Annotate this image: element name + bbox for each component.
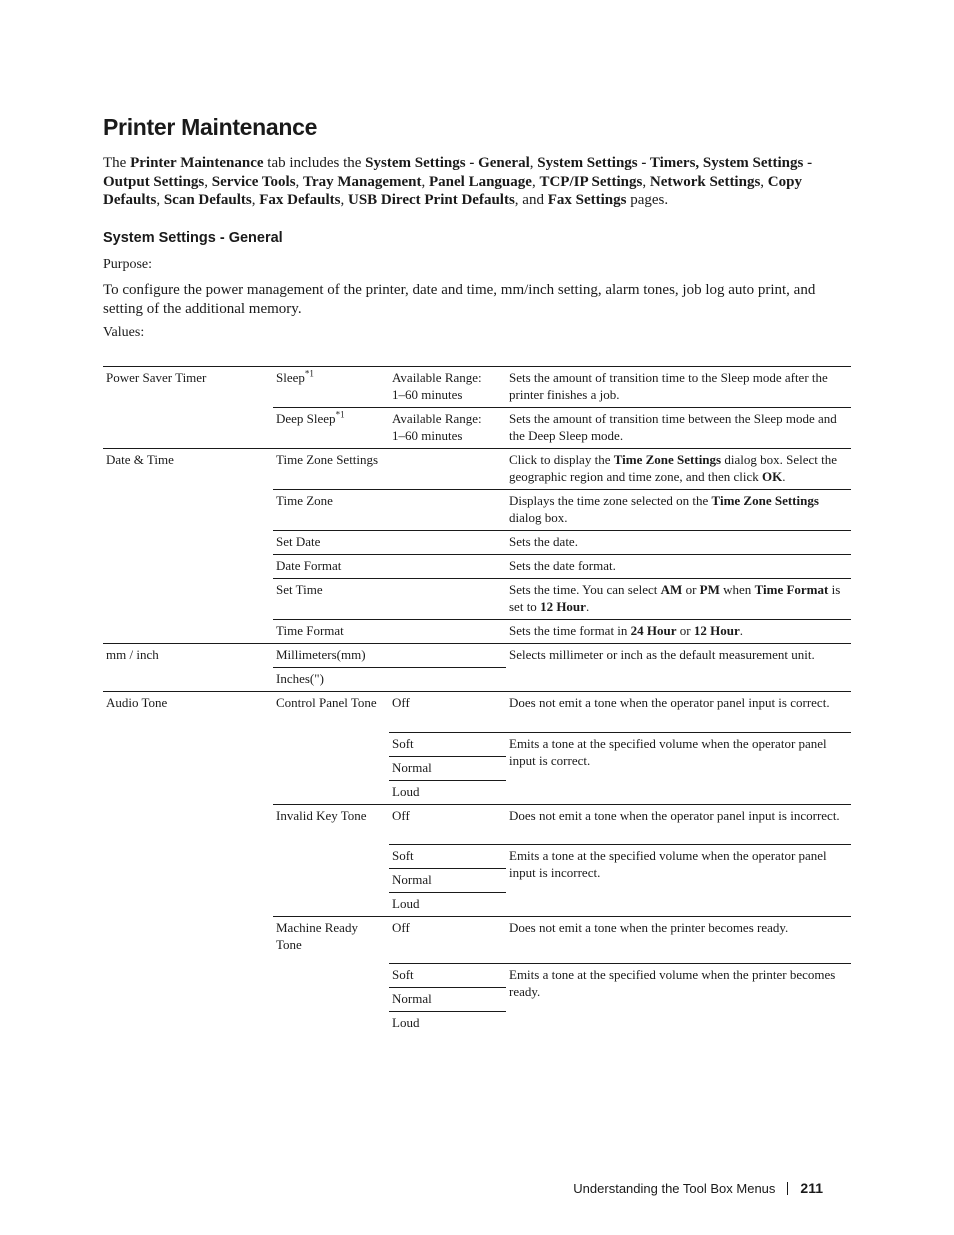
setting-description: Does not emit a tone when the operator panel input is incorrect. bbox=[506, 805, 851, 845]
setting-value: Loud bbox=[389, 893, 506, 917]
intro-term: System Settings - Timers, System Settings - Output Settings bbox=[103, 155, 813, 190]
intro-paragraph bbox=[103, 154, 851, 210]
intro-text: , bbox=[204, 173, 212, 190]
page-title: Printer Maintenance bbox=[103, 114, 318, 140]
setting-description bbox=[506, 449, 851, 490]
setting-value: Normal bbox=[389, 757, 506, 781]
setting-name bbox=[273, 367, 389, 408]
footnote-mark: *1 bbox=[304, 368, 314, 379]
setting-range bbox=[389, 367, 506, 408]
setting-value: Soft bbox=[389, 733, 506, 757]
desc-text: . bbox=[782, 469, 786, 484]
setting-name: Control Panel Tone bbox=[273, 692, 389, 805]
intro-term: System Settings - General bbox=[365, 155, 530, 171]
setting-description: Selects millimeter or inch as the default measurement unit. bbox=[506, 644, 851, 692]
intro-term: Copy Defaults bbox=[103, 173, 802, 208]
settings-table bbox=[103, 366, 851, 1035]
desc-text: or bbox=[676, 623, 694, 638]
purpose-text: To configure the power management of the printer, date and time, mm/inch setting, alarm tones, job log auto print, and setting of the additional memory. bbox=[103, 282, 816, 317]
setting-description: Emits a tone at the specified volume when the operator panel input is incorrect. bbox=[506, 845, 851, 917]
setting-name bbox=[273, 408, 389, 449]
desc-text: when bbox=[719, 582, 755, 597]
intro-text: , and bbox=[514, 192, 548, 208]
setting-description: Sets the amount of transition time to the Sleep mode after the printer finishes a job. bbox=[506, 367, 851, 408]
intro-text: , bbox=[340, 192, 348, 208]
desc-term: 12 Hour bbox=[540, 599, 586, 614]
table-row bbox=[103, 449, 851, 490]
desc-text: Displays the time zone selected on the bbox=[509, 493, 712, 508]
desc-term: 12 Hour bbox=[693, 623, 740, 638]
setting-name: Date Format bbox=[273, 555, 389, 579]
footer-section-title: Understanding the Tool Box Menus bbox=[573, 1180, 776, 1196]
setting-name: Set Date bbox=[273, 531, 389, 555]
setting-value bbox=[389, 449, 506, 490]
intro-text: pages. bbox=[626, 192, 669, 208]
setting-name: Invalid Key Tone bbox=[273, 805, 389, 917]
values-label: Values: bbox=[103, 325, 145, 340]
desc-text: dialog box. Select the geographic region and time zone, and then click bbox=[509, 452, 837, 484]
setting-name: Time Zone Settings bbox=[273, 449, 389, 490]
setting-description: Emits a tone at the specified volume when the printer becomes ready. bbox=[506, 964, 851, 1036]
row-heading: Audio Tone bbox=[103, 692, 273, 1036]
range-value: 1–60 minutes bbox=[392, 387, 463, 402]
setting-value: Off bbox=[389, 692, 506, 733]
intro-term: Fax Defaults bbox=[259, 192, 341, 208]
setting-value: Soft bbox=[389, 964, 506, 988]
range-label: Available Range: bbox=[392, 411, 482, 426]
desc-term: Time Zone Settings bbox=[711, 493, 819, 508]
setting-value bbox=[389, 579, 506, 620]
setting-value: Normal bbox=[389, 988, 506, 1012]
desc-text: . bbox=[739, 623, 744, 638]
desc-term: PM bbox=[699, 582, 720, 597]
range-value: 1–60 minutes bbox=[392, 428, 463, 443]
setting-name: Millimeters(mm) bbox=[273, 644, 506, 668]
desc-text: . bbox=[585, 599, 590, 614]
setting-name: Machine Ready Tone bbox=[273, 917, 389, 1036]
setting-label: Sleep bbox=[276, 370, 305, 385]
intro-term: Panel Language bbox=[429, 173, 532, 190]
setting-value bbox=[389, 490, 506, 531]
intro-text: , bbox=[295, 173, 304, 190]
intro-text: , bbox=[421, 173, 429, 190]
intro-text: , bbox=[642, 173, 650, 190]
setting-value: Loud bbox=[389, 1012, 506, 1036]
desc-text: Sets the time format in bbox=[509, 623, 631, 638]
range-label: Available Range: bbox=[392, 370, 482, 385]
setting-value bbox=[389, 555, 506, 579]
intro-term: USB Direct Print Defaults bbox=[348, 192, 515, 208]
desc-term: AM bbox=[660, 582, 683, 597]
intro-text: The bbox=[103, 155, 131, 171]
row-heading: Power Saver Timer bbox=[103, 367, 273, 449]
setting-name: Set Time bbox=[273, 579, 389, 620]
intro-term: Tray Management bbox=[303, 173, 422, 190]
page-number: 211 bbox=[800, 1180, 823, 1196]
purpose-label: Purpose: bbox=[103, 257, 152, 272]
intro-text: tab includes the bbox=[263, 155, 366, 171]
setting-label: Deep Sleep bbox=[276, 411, 336, 426]
footnote-mark: *1 bbox=[335, 409, 345, 420]
setting-name: Time Zone bbox=[273, 490, 389, 531]
table-row bbox=[103, 692, 851, 733]
desc-term: Time Zone Settings bbox=[613, 452, 722, 467]
section-heading: System Settings - General bbox=[103, 230, 283, 246]
setting-description bbox=[506, 620, 851, 644]
setting-description: Sets the amount of transition time between the Sleep mode and the Deep Sleep mode. bbox=[506, 408, 851, 449]
setting-value: Soft bbox=[389, 845, 506, 869]
intro-term: Fax Settings bbox=[547, 192, 627, 208]
setting-value: Off bbox=[389, 917, 506, 964]
setting-description: Does not emit a tone when the operator panel input is correct. bbox=[506, 692, 851, 733]
intro-term: Printer Maintenance bbox=[130, 155, 264, 171]
footer-divider bbox=[787, 1182, 788, 1195]
row-heading: mm / inch bbox=[103, 644, 273, 692]
setting-description bbox=[506, 579, 851, 620]
intro-term: Scan Defaults bbox=[163, 192, 252, 208]
setting-value: Normal bbox=[389, 869, 506, 893]
row-heading: Date & Time bbox=[103, 449, 273, 644]
intro-term: TCP/IP Settings bbox=[539, 173, 643, 190]
desc-text: dialog box. bbox=[509, 510, 568, 525]
desc-text: is set to bbox=[509, 582, 841, 614]
table-row bbox=[103, 644, 851, 668]
intro-term: Service Tools bbox=[211, 173, 296, 190]
setting-description: Sets the date. bbox=[506, 531, 851, 555]
setting-description bbox=[506, 490, 851, 531]
table-row bbox=[103, 367, 851, 408]
intro-text: , bbox=[531, 173, 540, 190]
desc-text: Sets the time. You can select bbox=[509, 582, 661, 597]
setting-description: Sets the date format. bbox=[506, 555, 851, 579]
intro-text: , bbox=[251, 192, 260, 208]
intro-text: , bbox=[529, 155, 538, 171]
setting-value: Off bbox=[389, 805, 506, 845]
setting-value bbox=[389, 531, 506, 555]
intro-text: , bbox=[156, 192, 164, 208]
setting-description: Emits a tone at the specified volume when the operator panel input is correct. bbox=[506, 733, 851, 805]
desc-term: 24 Hour bbox=[630, 623, 677, 638]
setting-value bbox=[389, 620, 506, 644]
setting-range bbox=[389, 408, 506, 449]
desc-text: Click to display the bbox=[509, 452, 614, 467]
setting-name: Time Format bbox=[273, 620, 389, 644]
desc-text: or bbox=[682, 582, 700, 597]
desc-term: OK bbox=[762, 469, 783, 484]
setting-description: Does not emit a tone when the printer becomes ready. bbox=[506, 917, 851, 964]
intro-term: Network Settings bbox=[649, 173, 761, 190]
setting-value: Loud bbox=[389, 781, 506, 805]
intro-text: , bbox=[760, 173, 768, 190]
desc-term: Time Format bbox=[754, 582, 829, 597]
setting-name: Inches(") bbox=[273, 668, 506, 692]
page-footer bbox=[573, 1180, 823, 1196]
